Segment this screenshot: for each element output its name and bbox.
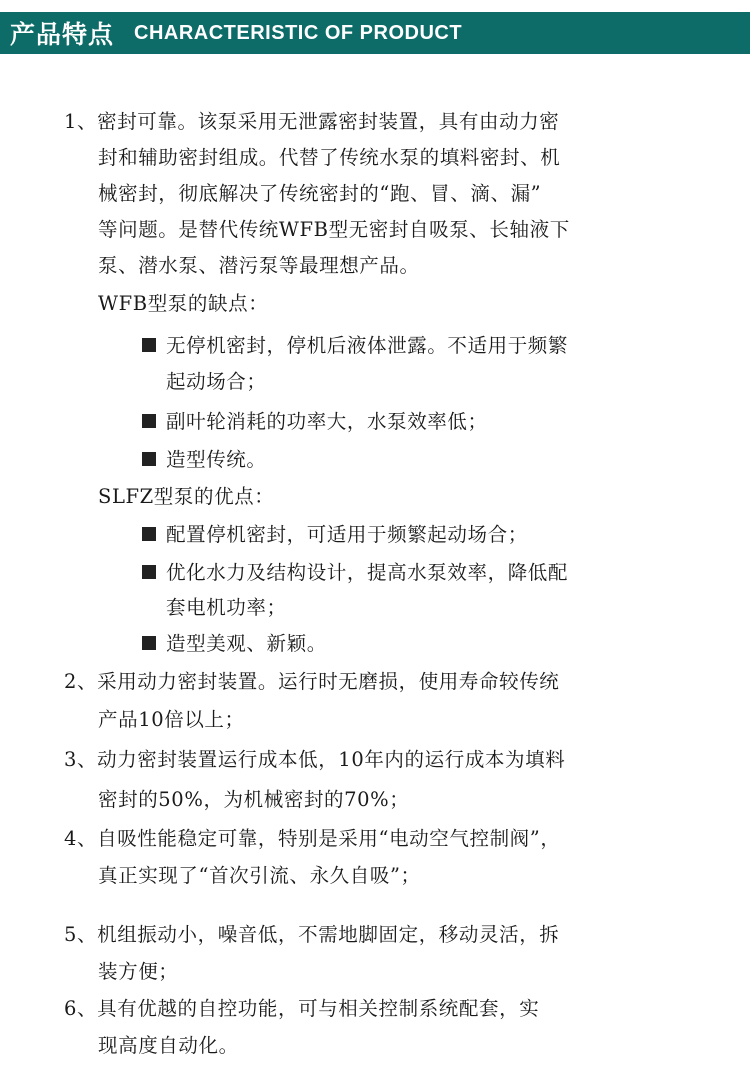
para-1-line-1: 1、密封可靠。该泵采用无泄露密封装置，具有由动力密 bbox=[64, 110, 560, 133]
para-6-line-1: 6、具有优越的自控功能，可与相关控制系统配套，实 bbox=[64, 997, 540, 1020]
slfz-item-1-text: 配置停机密封，可适用于频繁起动场合； bbox=[166, 523, 528, 546]
wfb-heading: WFB型泵的缺点： bbox=[98, 292, 269, 315]
para-6-line-2: 现高度自动化。 bbox=[98, 1034, 239, 1057]
wfb-item-1-text: 无停机密封，停机后液体泄露。不适用于频繁 bbox=[166, 334, 569, 357]
para-1-line-3: 械密封，彻底解决了传统密封的“跑、冒、滴、漏” bbox=[98, 182, 542, 205]
slfz-item-2-cont: 套电机功率； bbox=[166, 596, 287, 619]
para-4-line-2: 真正实现了“首次引流、永久自吸”； bbox=[98, 864, 421, 887]
square-bullet-icon bbox=[142, 565, 156, 579]
slfz-item-1 bbox=[142, 517, 528, 553]
header-title-cn: 产品特点 bbox=[10, 20, 115, 49]
para-3-line-1: 3、动力密封装置运行成本低，10年内的运行成本为填料 bbox=[64, 748, 566, 771]
para-2-line-1: 2、采用动力密封装置。运行时无磨损，使用寿命较传统 bbox=[64, 670, 560, 693]
slfz-item-2 bbox=[142, 555, 568, 591]
wfb-item-3 bbox=[142, 442, 267, 478]
para-1-line-5: 泵、潜水泵、潜污泵等最理想产品。 bbox=[98, 254, 420, 277]
square-bullet-icon bbox=[142, 452, 156, 466]
para-5-line-2: 装方便； bbox=[98, 960, 179, 983]
wfb-item-1-cont: 起动场合； bbox=[166, 370, 267, 393]
para-2-line-2: 产品10倍以上； bbox=[98, 708, 245, 731]
header-banner bbox=[0, 12, 750, 54]
square-bullet-icon bbox=[142, 527, 156, 541]
slfz-item-3-text: 造型美观、新颖。 bbox=[166, 632, 327, 655]
square-bullet-icon bbox=[142, 414, 156, 428]
square-bullet-icon bbox=[142, 338, 156, 352]
square-bullet-icon bbox=[142, 636, 156, 650]
header-title-en: CHARACTERISTIC OF PRODUCT bbox=[134, 21, 463, 44]
wfb-item-1 bbox=[142, 328, 568, 364]
slfz-heading: SLFZ型泵的优点： bbox=[98, 485, 275, 508]
para-3-line-2: 密封的50%，为机械密封的70%； bbox=[98, 788, 410, 811]
wfb-item-2 bbox=[142, 404, 488, 440]
wfb-item-2-text: 副叶轮消耗的功率大，水泵效率低； bbox=[166, 410, 488, 433]
para-1-line-4: 等问题。是替代传统WFB型无密封自吸泵、长轴液下 bbox=[98, 218, 570, 241]
slfz-item-3 bbox=[142, 626, 327, 662]
para-5-line-1: 5、机组振动小，噪音低，不需地脚固定，移动灵活，拆 bbox=[64, 923, 560, 946]
para-1-line-2: 封和辅助密封组成。代替了传统水泵的填料密封、机 bbox=[98, 146, 561, 169]
para-4-line-1: 4、自吸性能稳定可靠，特别是采用“电动空气控制阀”， bbox=[64, 827, 561, 850]
wfb-item-3-text: 造型传统。 bbox=[166, 448, 267, 471]
slfz-item-2-text: 优化水力及结构设计，提高水泵效率，降低配 bbox=[166, 561, 569, 584]
